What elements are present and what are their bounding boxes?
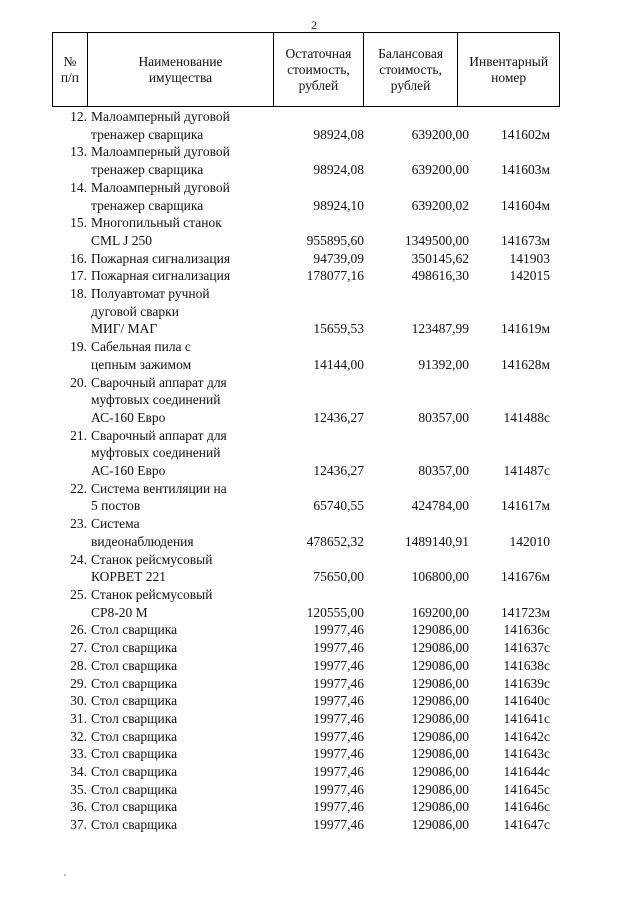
table-body — [52, 108, 560, 834]
row-name: Многопильный станок CML J 250 — [91, 215, 222, 248]
row-balance-value: 129086,00 — [411, 799, 469, 815]
table-row — [52, 214, 560, 249]
row-number: 29. — [70, 675, 87, 691]
row-name: Стол сварщика — [91, 622, 178, 638]
row-name: Стол сварщика — [91, 764, 178, 780]
row-number: 30. — [70, 693, 87, 709]
row-residual-value: 19977,46 — [313, 657, 364, 673]
table-row — [52, 745, 560, 763]
table-row — [52, 675, 560, 693]
row-balance-value: 91392,00 — [418, 356, 469, 372]
table-row — [52, 143, 560, 178]
row-number: 14. — [70, 179, 87, 195]
row-residual-value: 19977,46 — [313, 728, 364, 744]
row-number: 21. — [70, 427, 87, 443]
row-name: Стол сварщика — [91, 710, 178, 726]
row-residual-value: 15659,53 — [313, 321, 364, 337]
row-residual-value: 955895,60 — [306, 232, 364, 248]
table-row — [52, 179, 560, 214]
column-header-balance-value: Балансовая стоимость, рублей — [364, 33, 459, 106]
row-residual-value: 98924,08 — [313, 126, 364, 142]
row-name: Стол сварщика — [91, 657, 178, 673]
row-balance-value: 129086,00 — [411, 746, 469, 762]
row-inventory-number: 141488с — [503, 409, 550, 425]
row-inventory-number: 141642с — [503, 728, 550, 744]
row-balance-value: 80357,00 — [418, 409, 469, 425]
row-number: 18. — [70, 286, 87, 302]
row-balance-value: 639200,02 — [411, 197, 469, 213]
row-name: Система видеонаблюдения — [91, 516, 194, 549]
row-balance-value: 129086,00 — [411, 781, 469, 797]
row-balance-value: 129086,00 — [411, 710, 469, 726]
row-balance-value: 123487,99 — [411, 321, 469, 337]
table-row — [52, 586, 560, 621]
row-inventory-number: 141617м — [500, 498, 550, 514]
row-number: 23. — [70, 516, 87, 532]
row-number: 12. — [70, 109, 87, 124]
row-balance-value: 129086,00 — [411, 817, 469, 833]
row-name: Сварочный аппарат для муфтовых соединений АС-160 Евро — [91, 374, 227, 425]
row-residual-value: 19977,46 — [313, 764, 364, 780]
table-row — [52, 515, 560, 550]
row-residual-value: 94739,09 — [313, 250, 364, 266]
table-row — [52, 267, 560, 285]
row-inventory-number: 141628м — [500, 356, 550, 372]
row-residual-value: 98924,08 — [313, 162, 364, 178]
column-header-number: № п/п — [53, 33, 88, 106]
row-balance-value: 80357,00 — [418, 463, 469, 479]
row-number: 16. — [70, 250, 87, 266]
row-name: Стол сварщика — [91, 799, 178, 815]
row-name: Сварочный аппарат для муфтовых соединений АС-160 Евро — [91, 427, 227, 479]
table-row — [52, 692, 560, 710]
table-row — [52, 108, 560, 143]
row-residual-value: 14144,00 — [313, 356, 364, 372]
table-row — [52, 710, 560, 728]
row-residual-value: 19977,46 — [313, 675, 364, 691]
row-name: Малоамперный дуговой тренажер сварщика — [91, 144, 230, 178]
row-inventory-number: 141602м — [500, 126, 550, 142]
table-row — [52, 338, 560, 373]
row-name: Стол сварщика — [91, 781, 178, 797]
row-inventory-number: 141676м — [500, 569, 550, 585]
row-name: Станок рейсмусовый КОРВЕТ 221 — [91, 551, 213, 585]
row-number: 17. — [70, 268, 87, 284]
row-residual-value: 19977,46 — [313, 693, 364, 709]
scan-speck — [64, 874, 66, 876]
table-row — [52, 374, 560, 427]
table-row — [52, 639, 560, 657]
row-inventory-number: 141640с — [503, 693, 550, 709]
row-number: 31. — [70, 710, 87, 726]
row-name: Система вентиляции на 5 постов — [91, 480, 227, 514]
row-balance-value: 106800,00 — [411, 569, 469, 585]
row-number: 33. — [70, 746, 87, 762]
row-number: 32. — [70, 728, 87, 744]
row-number: 35. — [70, 781, 87, 797]
table-row — [52, 798, 560, 816]
row-inventory-number: 141604м — [500, 197, 550, 213]
row-inventory-number: 141723м — [500, 604, 550, 620]
table-row — [52, 816, 560, 834]
row-balance-value: 1489140,91 — [404, 533, 469, 549]
row-name: Полуавтомат ручной дуговой сварки МИГ/ МАГ — [91, 286, 210, 337]
row-residual-value: 478652,32 — [306, 533, 364, 549]
table-row — [52, 763, 560, 781]
row-number: 20. — [70, 374, 87, 390]
page-number: 2 — [311, 18, 317, 32]
row-name: Стол сварщика — [91, 675, 178, 691]
row-residual-value: 19977,46 — [313, 781, 364, 797]
row-residual-value: 19977,46 — [313, 710, 364, 726]
row-balance-value: 129086,00 — [411, 693, 469, 709]
row-residual-value: 12436,27 — [313, 409, 364, 425]
row-residual-value: 19977,46 — [313, 817, 364, 833]
row-inventory-number: 141645с — [503, 781, 550, 797]
row-inventory-number: 141638с — [503, 657, 550, 673]
column-header-inventory-number: Инвентарный номер — [469, 53, 549, 85]
row-number: 36. — [70, 799, 87, 815]
row-name: Стол сварщика — [91, 640, 178, 656]
row-name: Стол сварщика — [91, 746, 178, 762]
row-balance-value: 498616,30 — [411, 268, 469, 284]
row-inventory-number: 141637с — [503, 640, 550, 656]
row-name: Стол сварщика — [91, 817, 178, 833]
row-name: Стол сварщика — [91, 693, 178, 709]
row-name: Малоамперный дуговой тренажер сварщика — [91, 109, 230, 142]
row-residual-value: 75650,00 — [313, 569, 364, 585]
row-balance-value: 129086,00 — [411, 728, 469, 744]
row-number: 27. — [70, 640, 87, 656]
table-row — [52, 728, 560, 746]
row-balance-value: 129086,00 — [411, 675, 469, 691]
row-number: 25. — [70, 586, 87, 602]
row-inventory-number: 141647с — [503, 817, 550, 833]
row-residual-value: 120555,00 — [306, 604, 364, 620]
table-row — [52, 551, 560, 586]
row-balance-value: 639200,00 — [411, 126, 469, 142]
row-residual-value: 19977,46 — [313, 640, 364, 656]
row-inventory-number: 141646с — [503, 799, 550, 815]
row-balance-value: 129086,00 — [411, 640, 469, 656]
row-balance-value: 639200,00 — [411, 162, 469, 178]
row-inventory-number: 141643с — [503, 746, 550, 762]
row-name: Станок рейсмусовый СР8-20 М — [91, 586, 213, 620]
row-residual-value: 178077,16 — [306, 268, 364, 284]
row-number: 26. — [70, 622, 87, 638]
row-name: Пожарная сигнализация — [91, 250, 231, 266]
row-number: 24. — [70, 551, 87, 567]
row-name: Стол сварщика — [91, 728, 178, 744]
column-header-name: Наименование имущества — [88, 33, 274, 106]
row-inventory-number: 141603м — [500, 162, 550, 178]
row-inventory-number: 141487с — [503, 463, 550, 479]
row-number: 22. — [70, 480, 87, 496]
table-header — [52, 32, 560, 107]
row-inventory-number: 142010 — [509, 533, 550, 549]
row-balance-value: 129086,00 — [411, 764, 469, 780]
row-inventory-number: 141639с — [503, 675, 550, 691]
row-inventory-number: 141636с — [503, 622, 550, 638]
row-balance-value: 129086,00 — [411, 657, 469, 673]
row-inventory-number: 141619м — [500, 321, 550, 337]
row-residual-value: 19977,46 — [313, 746, 364, 762]
row-balance-value: 129086,00 — [411, 622, 469, 638]
row-number: 34. — [70, 764, 87, 780]
row-inventory-number: 141644с — [503, 764, 550, 780]
table-row — [52, 657, 560, 675]
table-row — [52, 480, 560, 515]
row-balance-value: 424784,00 — [411, 498, 469, 514]
row-residual-value: 65740,55 — [313, 498, 364, 514]
table-row — [52, 285, 560, 338]
row-name: Пожарная сигнализация — [91, 268, 231, 284]
row-number: 19. — [70, 339, 87, 355]
row-number: 15. — [70, 215, 87, 231]
row-residual-value: 12436,27 — [313, 463, 364, 479]
row-residual-value: 98924,10 — [313, 197, 364, 213]
column-header-residual-value: Остаточная стоимость, рублей — [274, 33, 364, 106]
table-row — [52, 250, 560, 268]
row-balance-value: 169200,00 — [411, 604, 469, 620]
row-name: Малоамперный дуговой тренажер сварщика — [91, 179, 230, 213]
row-number: 28. — [70, 657, 87, 673]
row-inventory-number: 141903 — [509, 250, 550, 266]
row-inventory-number: 141641с — [503, 710, 550, 726]
row-balance-value: 350145,62 — [411, 250, 469, 266]
table-row — [52, 621, 560, 639]
row-name: Сабельная пила с цепным зажимом — [91, 339, 192, 372]
row-balance-value: 1349500,00 — [404, 232, 469, 248]
table-row — [52, 427, 560, 480]
row-number: 37. — [70, 817, 87, 833]
row-residual-value: 19977,46 — [313, 799, 364, 815]
row-inventory-number: 142015 — [509, 268, 550, 284]
row-inventory-number: 141673м — [500, 232, 550, 248]
table-row — [52, 781, 560, 799]
row-residual-value: 19977,46 — [313, 622, 364, 638]
row-number: 13. — [70, 144, 87, 160]
